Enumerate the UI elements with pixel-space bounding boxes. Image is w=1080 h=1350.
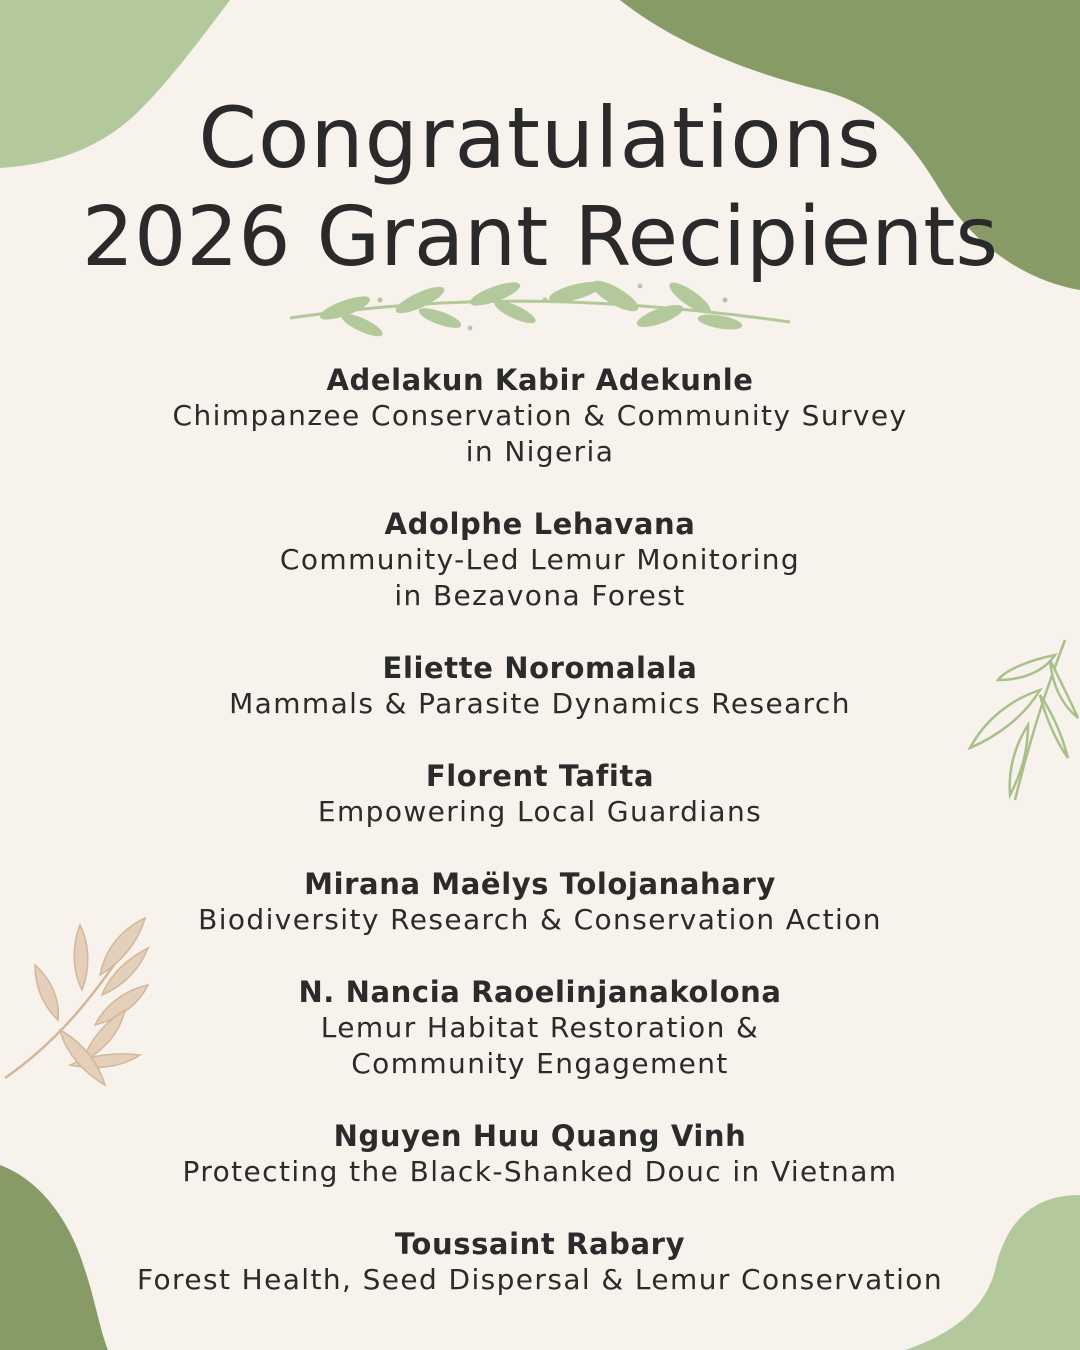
- recipient-item: [90, 1226, 990, 1298]
- project-title-line: Community Engagement: [351, 1047, 729, 1080]
- project-title-line: Mammals & Parasite Dynamics Research: [229, 687, 851, 720]
- project-title-line: Protecting the Black-Shanked Douc in Vietnam: [182, 1155, 898, 1188]
- recipient-name: Adelakun Kabir Adekunle: [326, 363, 754, 397]
- project-title-line: Community-Led Lemur Monitoring: [279, 543, 801, 576]
- recipient-name: Adolphe Lehavana: [384, 507, 696, 541]
- recipient-name: Florent Tafita: [425, 759, 655, 793]
- recipient-item: [90, 650, 990, 722]
- recipient-name: N. Nancia Raoelinjanakolona: [298, 975, 782, 1009]
- project-title-line: Chimpanzee Conservation & Community Survey: [172, 399, 908, 432]
- recipient-item: [90, 506, 990, 614]
- project-title-line: Lemur Habitat Restoration &: [320, 1011, 760, 1044]
- project-title-line: Empowering Local Guardians: [317, 795, 763, 828]
- recipient-item: [90, 362, 990, 470]
- project-title-line: Forest Health, Seed Dispersal & Lemur Conservation: [137, 1263, 943, 1296]
- recipient-name: Eliette Noromalala: [382, 651, 698, 685]
- title-congratulations: Congratulations: [198, 89, 882, 187]
- title-grant-recipients: 2026 Grant Recipients: [81, 190, 999, 285]
- project-title-line: in Nigeria: [465, 435, 615, 468]
- recipient-item: [90, 866, 990, 938]
- recipient-item: [90, 758, 990, 830]
- recipient-item: [90, 974, 990, 1082]
- project-title-line: in Bezavona Forest: [394, 579, 686, 612]
- project-title-line: Biodiversity Research & Conservation Action: [198, 903, 882, 936]
- recipient-name: Toussaint Rabary: [394, 1227, 686, 1261]
- recipient-item: [90, 1118, 990, 1190]
- recipient-name: Nguyen Huu Quang Vinh: [333, 1119, 747, 1153]
- recipient-name: Mirana Maëlys Tolojanahary: [304, 867, 776, 901]
